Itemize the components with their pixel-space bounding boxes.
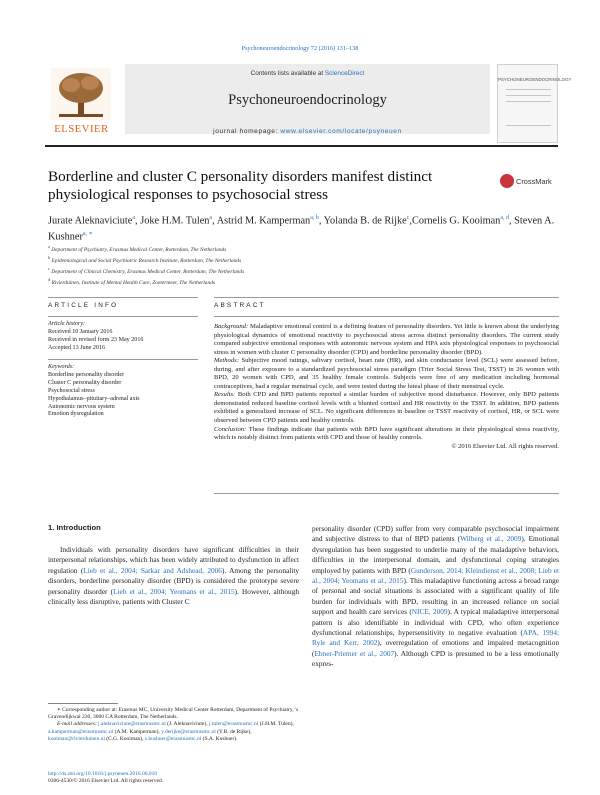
author-name[interactable]: Joke H.M. Tulen: [140, 215, 210, 227]
author-affiliation-marker[interactable]: a, b: [310, 215, 319, 221]
elsevier-tree-icon: [51, 68, 111, 120]
email-owner: (Y.B. de Rijke),: [217, 728, 252, 735]
history-revised: Received in revised form 23 May 2016: [48, 336, 144, 343]
keywords-label: Keywords:: [48, 364, 75, 370]
keyword-item: Emotion dysregulation: [48, 411, 104, 418]
author-name[interactable]: Steven A. Kushner: [48, 215, 555, 243]
results-label: Results:: [214, 391, 236, 399]
cover-decoration: [506, 95, 551, 96]
citation-link[interactable]: APA, 1994; Ryle and Kerr, 2002: [312, 628, 560, 648]
journal-homepage-line: [125, 128, 490, 135]
divider: [48, 359, 198, 360]
divider: [214, 316, 559, 317]
email-link[interactable]: kooiman@rivierduinen.nl: [48, 735, 105, 742]
citation-link[interactable]: Wilberg et al., 2009: [460, 534, 522, 544]
email-label: E-mail addresses:: [57, 721, 97, 728]
email-owner: (A.M. Kamperman),: [114, 728, 160, 735]
issn-line: 0306-4530/© 2016 Elsevier Ltd. All rights reserved.: [48, 778, 164, 785]
author-list: [48, 212, 558, 244]
journal-banner: [45, 64, 572, 143]
affiliation-item: [48, 254, 558, 265]
affiliation-text: Department of Clinical Chemistry, Erasmus Medical Center, Rotterdam, The Netherlands: [51, 268, 245, 275]
article-title: Borderline and cluster C personality disorders manifest distinct physiological responses to psychosocial stress: [48, 168, 433, 203]
affiliation-text: Department of Psychiatry, Erasmus Medical Center, Rotterdam, The Netherlands: [51, 246, 227, 253]
affiliation-key: a: [48, 244, 50, 249]
corresponding-author-note: ∗ Corresponding author at: Erasmus MC, University Medical Center Rotterdam, Department of Psychiatry, 's Gravendijkwal 230, 3000 CA Rotterdam, The Netherlands.: [48, 707, 299, 721]
affiliation-text: Epidemiological and Social Psychiatric Research Institute, Rotterdam, The Netherlands: [51, 257, 242, 264]
abstract-results: [214, 391, 559, 425]
citation-link[interactable]: NICE, 2009: [411, 607, 448, 617]
author-separator: ,: [212, 215, 217, 227]
author-separator: ,: [409, 215, 412, 227]
email-link[interactable]: j.aleknaviciute@erasmusmc.nl: [98, 721, 166, 728]
keyword-item: Borderline personality disorder: [48, 371, 125, 378]
background-text: Maladaptive emotional control is a defining feature of personality disorders. Yet little is known about the underlying physiological dynamics of emotional reactivity to psychosocial stress across distinct personality disorders. The current study compared subjective emotional responses with autonomic nervous system and HPA axis physiological responses to psychosocial stress in women with cluster C personality disorder (CPD) and borderline personality disorder (BPD).: [214, 323, 559, 356]
intro-left-column: [48, 545, 299, 607]
email-link[interactable]: j.tulen@erasmusmc.nl: [208, 721, 259, 728]
abstract-conclusion: [214, 426, 559, 443]
banner-divider: [45, 145, 558, 147]
email-addresses: [48, 721, 299, 743]
author-name[interactable]: Yolanda B. de Rijke: [323, 215, 407, 227]
elsevier-logo[interactable]: [45, 64, 118, 143]
homepage-prefix: journal homepage:: [213, 128, 278, 135]
divider: [214, 493, 559, 494]
cover-decoration: [506, 89, 551, 90]
results-text: Both CPD and BPD patients reported a similar burden of subjective mood disturbance. However, only BPD patients demonstrated reduced baseline cortisol levels with a blunted cortisol and HR reactivity to the TSST. In addition, BPD patients exhibited a generalized increase of SCL. No significant differences in baseline or TSST reactivity of cortisol, HR, or SCL were observed between CPD patients and healthy controls.: [214, 391, 559, 425]
author-affiliation-marker[interactable]: a: [209, 215, 213, 221]
footnotes: [48, 707, 299, 743]
email-link[interactable]: s.kushner@erasmusmc.nl: [144, 735, 202, 742]
doi-block: [48, 771, 299, 785]
cover-decoration: [506, 125, 551, 126]
article-history-label: Article history:: [48, 321, 86, 327]
journal-homepage-link[interactable]: www.elsevier.com/locate/psyneuen: [280, 128, 402, 135]
citation-link[interactable]: Gunderson, 2014; Kleindienst et al., 2008; Lieb et al., 2004; Yeomans et al., 2015: [312, 565, 559, 586]
crossmark-label: CrossMark: [516, 177, 552, 186]
author-affiliation-marker[interactable]: a, d: [500, 215, 509, 221]
elsevier-wordmark: ELSEVIER: [54, 124, 109, 135]
keyword-item: Hypothalamus–pituitary–adrenal axis: [48, 395, 140, 402]
background-label: Background:: [214, 323, 249, 330]
email-owner: (J.H.M. Tulen),: [259, 721, 294, 728]
history-accepted: Accepted 13 June 2016: [48, 344, 106, 351]
author-affiliation-marker[interactable]: c: [406, 215, 410, 221]
intro-text: personality disorder (CPD) suffer from very comparable psychosocial impairment and subjective distress to that of BPD patients (: [312, 524, 559, 544]
citation-link[interactable]: Lieb et al., 2004; Sarkar and Adshead, 2006: [83, 565, 222, 575]
citation-link[interactable]: Ebner-Priemer et al., 2007: [314, 648, 395, 658]
history-received: Received 10 January 2016: [48, 328, 113, 335]
journal-title: Psychoneuroendocrinology: [228, 92, 387, 108]
intro-text: ). Although CPD is presumed to be a less emotionally expres-: [312, 648, 559, 669]
author-separator: ,: [318, 215, 324, 227]
journal-masthead: [125, 64, 490, 134]
abstract-heading: ABSTRACT: [214, 302, 266, 309]
author-affiliation-marker[interactable]: a: [132, 215, 136, 221]
affiliation-key: c: [48, 266, 50, 271]
author-name[interactable]: Jurate Aleknaviciute: [48, 215, 133, 227]
intro-text: Individuals with personality disorders have significant difficulties in their interpersonal relationships, which has been widely attributed to dysfunction in affect regulation (: [48, 545, 299, 575]
sciencedirect-link[interactable]: ScienceDirect: [324, 70, 365, 77]
affiliation-list: [48, 243, 558, 287]
divider: [48, 297, 198, 298]
email-owner: (C.G. Kooiman),: [106, 735, 144, 742]
crossmark-button[interactable]: [500, 171, 552, 193]
cover-title: PSYCHONEUROENDOCRINOLOGY: [498, 77, 572, 82]
affiliation-key: b: [48, 255, 51, 260]
article-info-heading: ARTICLE INFO: [48, 302, 119, 309]
intro-paragraph: [48, 545, 299, 607]
email-owner: (J. Aleknaviciute),: [167, 721, 208, 728]
email-link[interactable]: a.kamperman@erasmusmc.nl: [48, 728, 114, 735]
email-link[interactable]: y.derijke@erasmusmc.nl: [161, 728, 216, 735]
conclusion-text: These findings indicate that patients with BPD have significant alterations in their physiological stress reactivity, which is notably distinct from patients with CPD and those of healthy controls.: [214, 425, 559, 442]
methods-label: Methods:: [214, 357, 239, 365]
divider: [214, 297, 559, 298]
author-name[interactable]: Cornelis G. Kooiman: [411, 215, 501, 227]
affiliation-key: d: [48, 277, 51, 282]
intro-paragraph: [312, 524, 559, 670]
journal-cover-thumbnail[interactable]: [497, 64, 572, 143]
keywords-block: [48, 364, 198, 419]
doi-link[interactable]: http://dx.doi.org/10.1016/j.psyneuen.2016.06.010: [48, 771, 158, 777]
intro-text: ), overregulation of emotions and impaired metacognition (: [312, 638, 560, 658]
contents-prefix: Contents lists available at: [250, 70, 324, 77]
divider: [48, 316, 198, 317]
crossmark-icon: [500, 174, 514, 188]
affiliation-item: [48, 243, 558, 254]
author-name[interactable]: Astrid M. Kamperman: [216, 215, 311, 227]
conclusion-label: Conclusion:: [214, 425, 247, 433]
keyword-item: Cluster C personality disorder: [48, 379, 122, 386]
abstract-background: [214, 323, 559, 357]
article-history: [48, 321, 198, 353]
contents-line: [125, 70, 490, 77]
intro-text: ). However, although clinically less disruptive, patients with Cluster C: [48, 586, 299, 607]
affiliation-text: Rivierduinen, Institute of Mental Health Care, Zoetermeer, The Netherlands: [51, 279, 215, 286]
cover-decoration: [506, 101, 551, 102]
affiliation-item: [48, 265, 558, 276]
abstract-methods: [214, 357, 559, 391]
methods-text: Subjective mood ratings, salivary cortisol, heart rate (HR), and skin conductance level (SCL) were assessed before, during, and after exposure to a standardized psychosocial stress paradigm (Trier Social Stress Test, TSST) in 26 women with BPD, 20 women with CPD, and 35 healthy female controls. Subjects were free of any medication including hormonal contraceptives, had a regular menstrual cycle, and were tested during the luteal phase of their menstrual cycle.: [214, 357, 559, 390]
intro-text: ). Emotional dysregulation has been suggested to underlie many of the maladaptive behaviors, difficulties in the interpersonal domain, and dysfunctional coping strategies employed by patients with BPD (: [312, 534, 560, 575]
citation-link[interactable]: Lieb et al., 2004; Yeomans et al., 2015: [113, 586, 235, 596]
running-head[interactable]: Psychoneuroendocrinology 72 (2016) 131–138: [241, 45, 359, 52]
intro-text: ). This maladaptive functioning across a broad range of personal and social situations is associated with a significant quality of life burden for individuals with BPD, resulting in an increased reliance on social support and health care services (: [312, 576, 559, 617]
copyright: © 2016 Elsevier Ltd. All rights reserved.: [451, 442, 559, 450]
keyword-item: Psychosocial stress: [48, 387, 95, 394]
intro-text: ). A typical maladaptive interpersonal pattern is also identifiable in individual with CPD, who often experience dysfunctional relationships, hypersensitivity to negative evaluation (: [312, 607, 559, 638]
footnote-divider: [48, 703, 118, 704]
author-affiliation-marker[interactable]: a, ∗: [82, 230, 93, 237]
intro-right-column: [312, 524, 559, 670]
section-heading-introduction: 1. Introduction: [48, 523, 101, 532]
keyword-item: Autonomic nervous system: [48, 403, 115, 410]
affiliation-item: [48, 276, 558, 287]
abstract-body: [214, 323, 559, 451]
author-separator: ,: [135, 215, 141, 227]
author-separator: ,: [509, 215, 515, 227]
email-owner: (S.A. Kushner).: [202, 735, 238, 742]
intro-text: ). Among the personality disorders, borderline personality disorder (BPD) is considered the prototype severe personality disorder (: [48, 565, 299, 596]
